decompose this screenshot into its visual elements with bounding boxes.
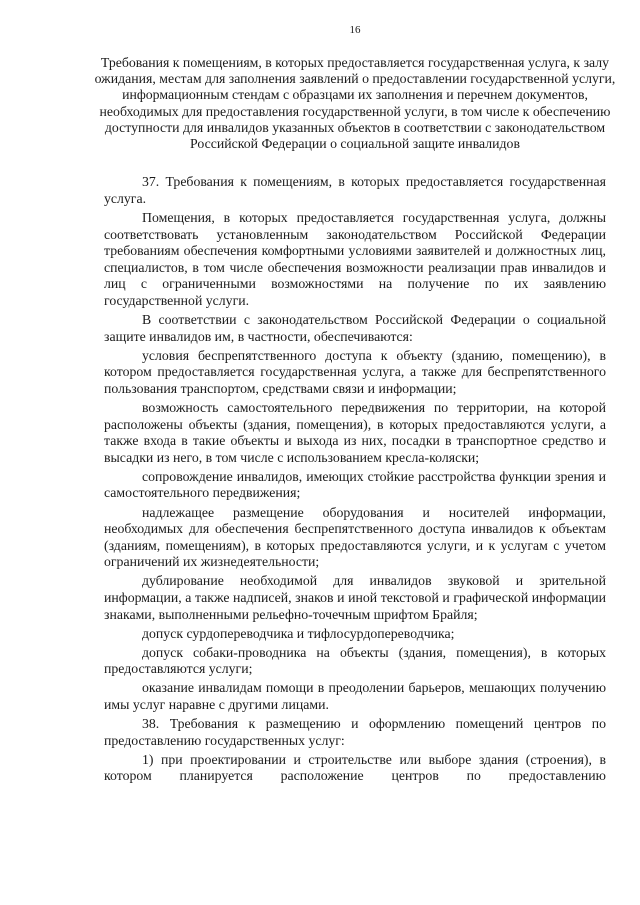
- paragraph-37-title: 37. Требования к помещениям, в которых предоставляется государственная услуга.: [104, 174, 606, 206]
- list-item-escort: сопровождение инвалидов, имеющих стойкие расстройства функции зрения и самостоятельного передвижения;: [104, 468, 606, 501]
- page-number: 16: [349, 24, 361, 36]
- list-item-guide-dog: допуск собаки-проводника на объекты (здания, помещения), в которых предоставляются услуги;: [104, 644, 606, 677]
- list-item-access-conditions: условия беспрепятственного доступа к объекту (зданию, помещению), в котором предоставляется государственная услуга, а также для беспрепятственного пользования транспортом, средствами связи и информации;: [104, 347, 606, 396]
- paragraph-disabled-rights-intro: В соответствии с законодательством Российской Федерации о социальной защите инвалидов им, в частности, обеспечиваются:: [104, 311, 606, 344]
- list-item-independent-movement: возможность самостоятельного передвижения по территории, на которой расположены объекты (здания, помещения), в которых предоставляются услуги, а также входа в такие объекты и выхода из них, посадки в транспортное средство и высадки из него, в том числе с использованием кресла-коляски;: [104, 399, 606, 465]
- list-item-sign-interpreter: допуск сурдопереводчика и тифлосурдопереводчика;: [142, 625, 455, 641]
- paragraph-premises-requirements: Помещения, в которых предоставляется государственная услуга, должны соответствовать установленным законодательством Российской Федерации требованиям обеспечения комфортными условиями заявителей и должностных лиц, специалистов, в том числе обеспечения возможности реализации прав инвалидов и лиц с ограниченными возможностями на получение по их заявлению государственной услуги.: [104, 209, 606, 308]
- section-heading: Требования к помещениям, в которых предоставляется государственная услуга, к залу ожидания, местам для заполнения заявлений о предоставлении государственной услуги, информационным стендам с образцами их заполнения и перечнем документов, необходимых для предоставления государственной услуги, в том числе к обеспечению доступности для инвалидов указанных объектов в соответствии с законодательством Российской Федерации о социальной защите инвалидов: [94, 55, 616, 152]
- paragraph-38-title: 38. Требования к размещению и оформлению помещений центров по предоставлению государственных услуг:: [104, 716, 606, 748]
- list-item-equipment-placement: надлежащее размещение оборудования и носителей информации, необходимых для обеспечения беспрепятственного доступа инвалидов к объектам (зданиям, помещениям), в которых предоставляются услуги, и к услугам с учетом ограничений их жизнедеятельности;: [104, 504, 606, 570]
- list-item-braille-duplication: дублирование необходимой для инвалидов звуковой и зрительной информации, а также надписей, знаков и иной текстовой и графической информации знаками, выполненными рельефно-точечным шрифтом Брайля;: [104, 573, 606, 622]
- list-item-barrier-assistance: оказание инвалидам помощи в преодолении барьеров, мешающих получению имы услуг наравне с другими лицами.: [104, 680, 606, 713]
- paragraph-38-item-1: 1) при проектировании и строительстве или выборе здания (строения), в котором планируется расположение центров по предоставлению: [104, 751, 606, 784]
